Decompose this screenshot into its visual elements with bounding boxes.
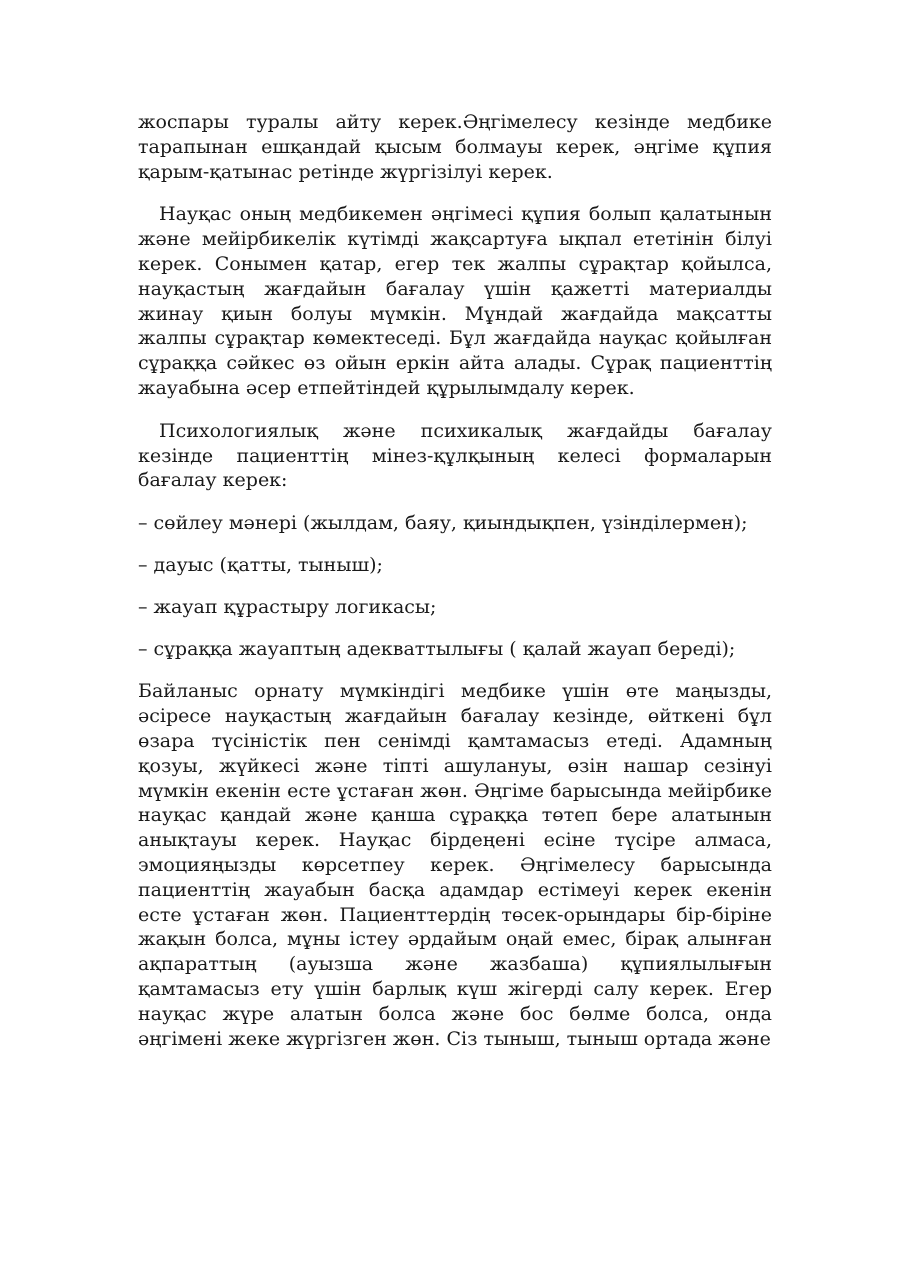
- paragraph-patient-confidentiality: Науқас оның медбикемен әңгімесі құпия болып қалатынын және мейірбикелік күтімді жақсартуға ықпал ететінін білуі керек. Сонымен қатар, егер тек жалпы сұрақтар қойылса, науқастың жағдайын бағалау үшін қажетті материалды жинау қиын болуы мүмкін. Мұндай жағдайда мақсатты жалпы сұрақтар көмектеседі. Бұл жағдайда науқас қойылған сұраққа сәйкес өз ойын еркін айта алады. Сұрақ пациенттің жауабына әсер етпейтіндей құрылымдалу керек.: [138, 203, 772, 399]
- document-page: [138, 110, 772, 1051]
- paragraph-psychological-assessment: Психологиялық және психикалық жағдайды бағалау кезінде пациенттің мінез-құлқының келесі формаларын бағалау керек:: [138, 419, 772, 492]
- list-item: – дауыс (қатты, тыныш);: [138, 553, 383, 576]
- paragraph-continuation: жоспары туралы айту керек.Әңгімелесу кезінде медбике тарапынан ешқандай қысым болмауы керек, әңгіме құпия қарым-қатынас ретінде жүргізілуі керек.: [138, 111, 772, 183]
- list-item: – сөйлеу мәнері (жылдам, баяу, қиындықпен, үзінділермен);: [138, 512, 748, 535]
- paragraph-establishing-contact: Байланыс орнату мүмкіндігі медбике үшін өте маңызды, әсіресе науқастың жағдайын бағалау кезінде, өйткені бұл өзара түсіністік пен сенімді қамтамасыз етеді. Адамның қозуы, жүйкесі және тіпті ашулануы, өзін нашар сезінуі мүмкін екенін есте ұстаған жөн. Әңгіме барысында мейірбике науқас қандай және қанша сұраққа төтеп бере алатынын анықтауы керек. Науқас бірдеңені есіне түсіре алмаса, эмоцияңызды көрсетпеу керек. Әңгімелесу барысында пациенттің жауабын басқа адамдар естімеуі керек екенін есте ұстаған жөн. Пациенттердің төсек-орындары бір-біріне жақын болса, мұны істеу әрдайым оңай емес, бірақ алынған ақпараттың (ауызша және жазбаша) құпиялылығын қамтамасыз ету үшін барлық күш жігерді салу керек. Егер науқас жүре алатын болса және бос бөлме болса, онда әңгімені жеке жүргізген жөн. Сіз тыныш, тыныш ортада және: [138, 680, 772, 1050]
- list-item: – сұраққа жауаптың адекваттылығы ( қалай жауап береді);: [138, 637, 736, 660]
- list-item: – жауап құрастыру логикасы;: [138, 595, 437, 618]
